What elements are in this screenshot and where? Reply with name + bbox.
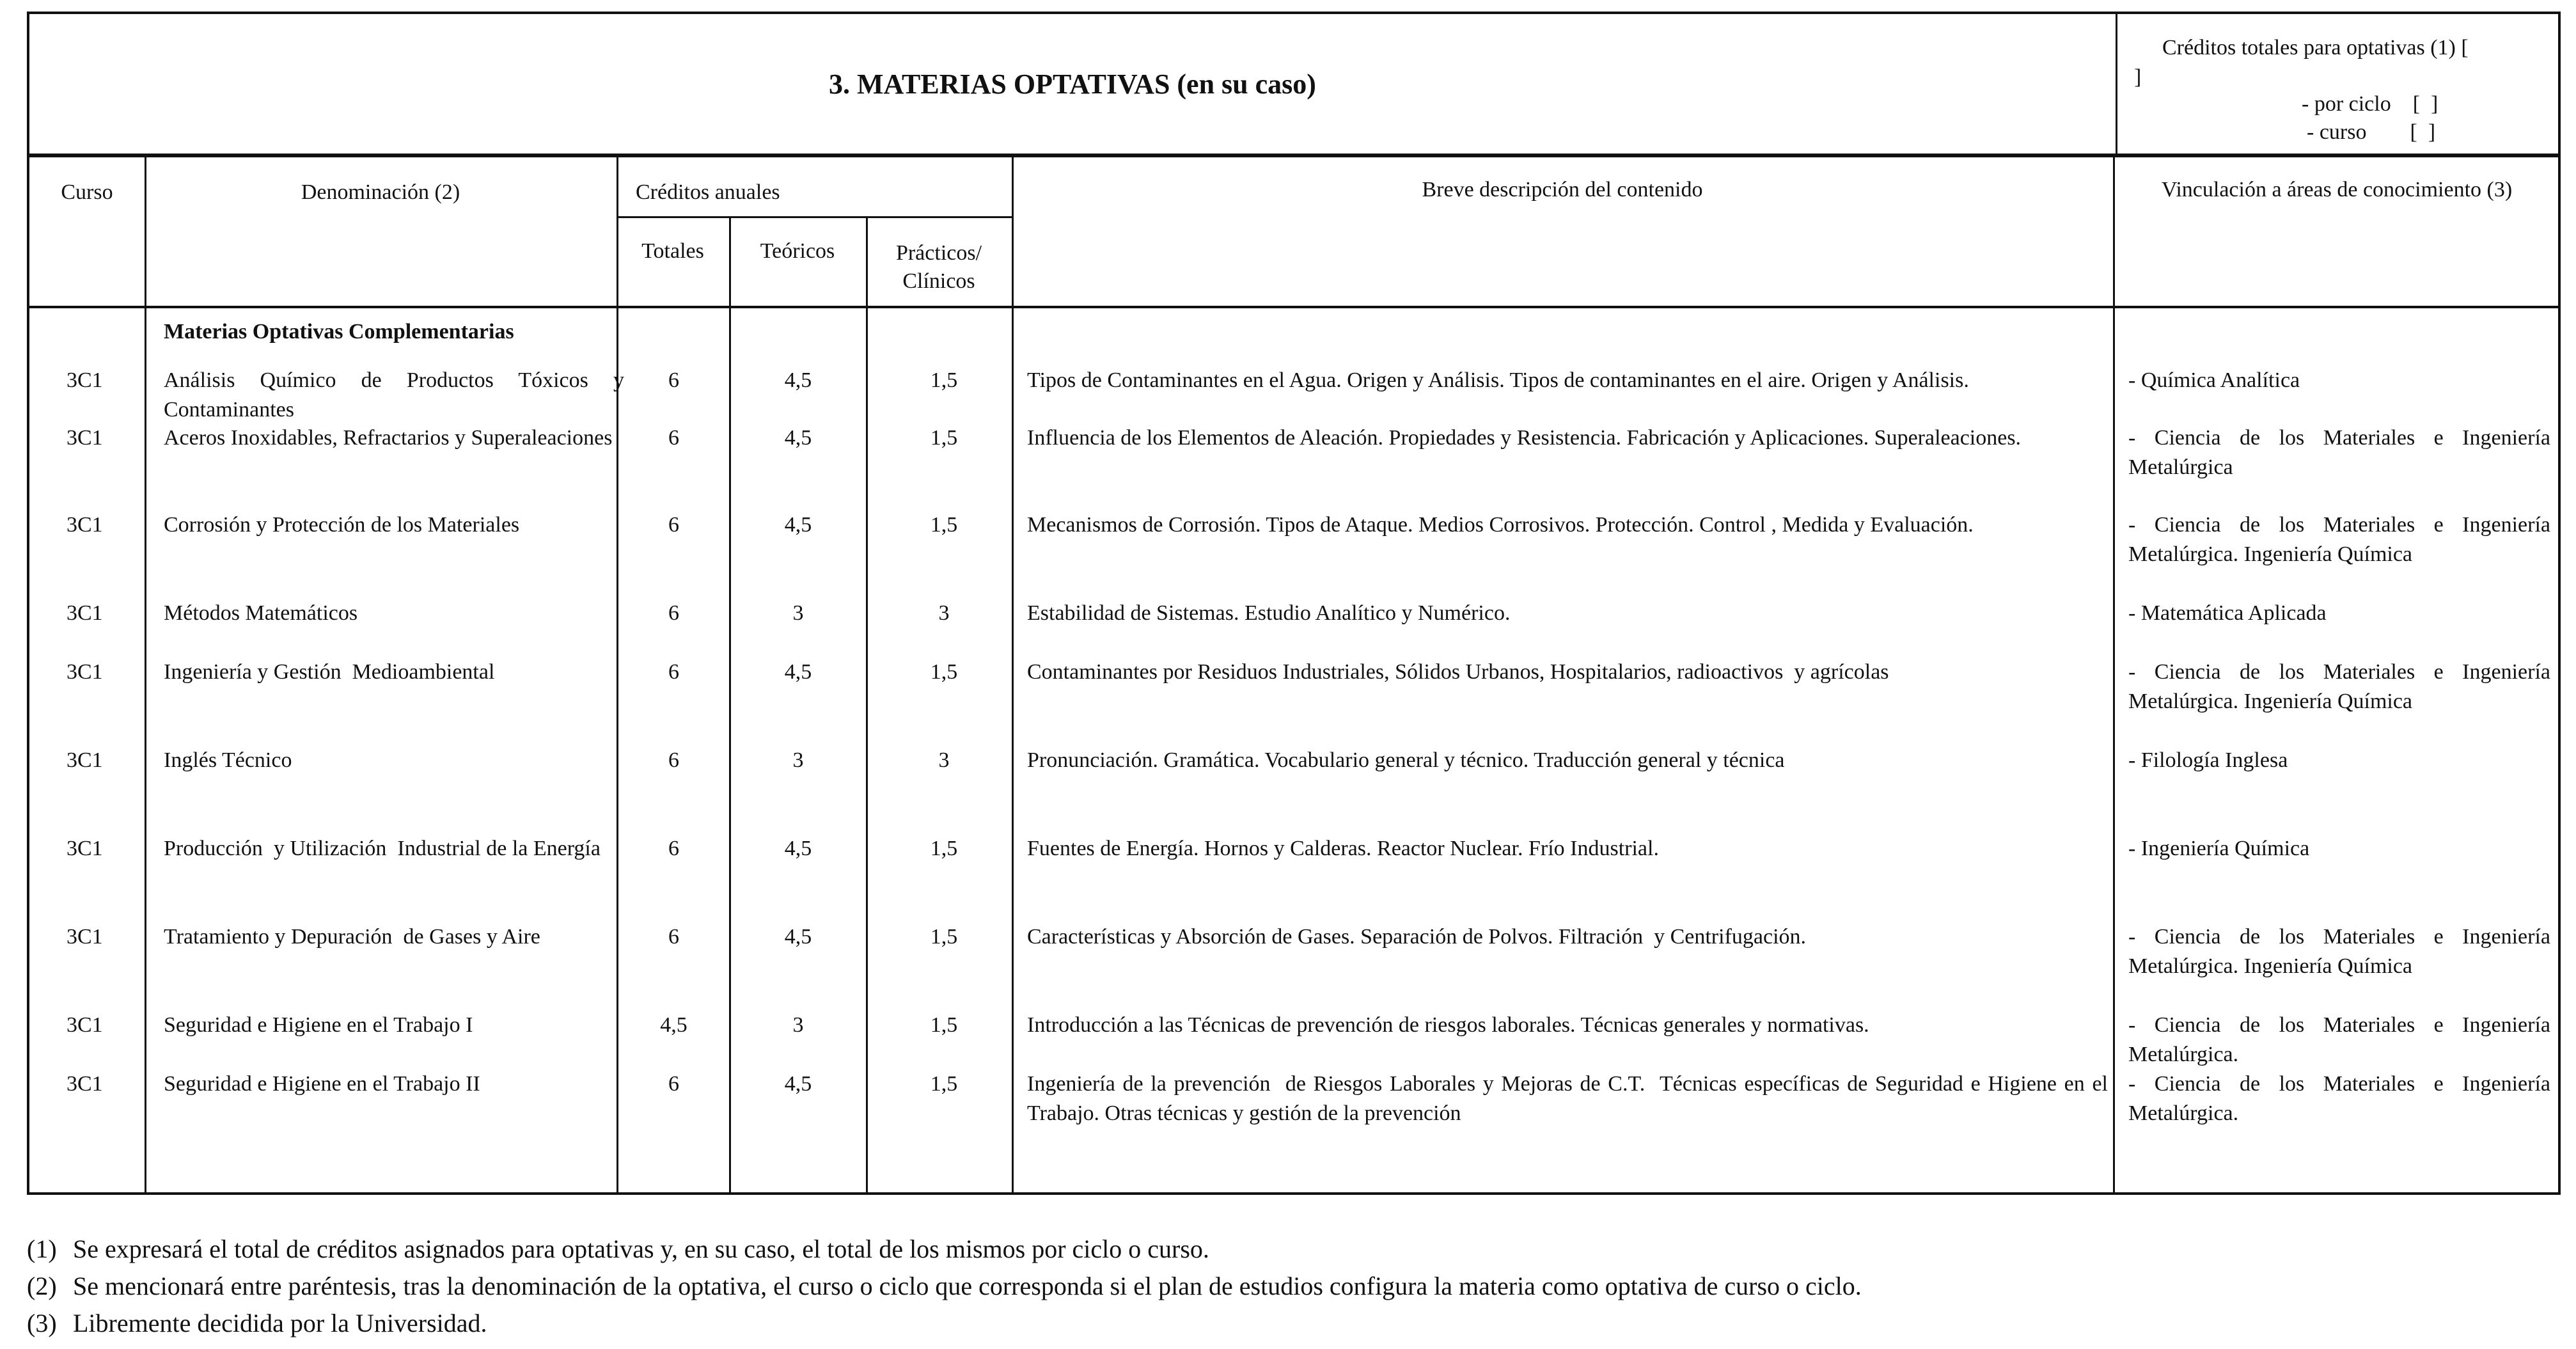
row-curso: 3C1 — [67, 660, 103, 684]
credits-total-label: Créditos totales para optativas (1) [ — [2162, 36, 2469, 59]
footnote: (3) Libremente decidida por la Universidad. — [27, 1309, 487, 1337]
row-descripcion: Pronunciación. Gramática. Vocabulario general y técnico. Traducción general y técnica — [1027, 748, 1785, 772]
table-header — [27, 12, 2561, 157]
row-practicos: 1,5 — [930, 426, 958, 450]
row-practicos: 1,5 — [930, 513, 958, 537]
col-teoricos: Teóricos — [760, 239, 835, 263]
row-descripcion: Tipos de Contaminantes en el Agua. Origen y Análisis. Tipos de contaminantes en el aire. Origen y Análisis. — [1027, 368, 1969, 392]
row-curso: 3C1 — [67, 1013, 103, 1037]
row-curso: 3C1 — [67, 925, 103, 949]
row-vinculacion: - Ingeniería Química — [2128, 837, 2310, 860]
section-title: Materias Optativas Complementarias — [164, 320, 514, 343]
row-totales: 6 — [668, 660, 679, 684]
row-teoricos: 4,5 — [784, 837, 812, 860]
row-curso: 3C1 — [67, 601, 103, 625]
row-teoricos: 4,5 — [784, 513, 812, 537]
row-descripcion: Mecanismos de Corrosión. Tipos de Ataque. Medios Corrosivos. Protección. Control , Medida y Evaluación. — [1027, 513, 1974, 537]
row-descripcion: Ingeniería de la prevención de Riesgos Laborales y Mejoras de C.T. Técnicas específicas de Seguridad e Higiene en el Trabajo. Otras técnicas y gestión de la prevención — [1027, 1072, 2113, 1125]
row-denominacion: Análisis Químico de Productos Tóxicos y Contaminantes — [164, 368, 630, 422]
row-vinculacion: - Ciencia de los Materiales e Ingeniería Metalúrgica. — [2128, 1013, 2550, 1066]
row-vinculacion: - Matemática Aplicada — [2128, 601, 2327, 625]
row-practicos: 1,5 — [930, 368, 958, 392]
row-teoricos: 4,5 — [784, 1072, 812, 1096]
row-totales: 6 — [668, 368, 679, 392]
row-teoricos: 4,5 — [784, 660, 812, 684]
row-totales: 6 — [668, 513, 679, 537]
row-practicos: 1,5 — [930, 660, 958, 684]
table-body — [27, 308, 2561, 1195]
row-teoricos: 4,5 — [784, 426, 812, 450]
row-teoricos: 3 — [792, 1013, 804, 1037]
row-practicos: 1,5 — [930, 837, 958, 860]
optativas-table — [27, 12, 2561, 1195]
row-curso: 3C1 — [67, 748, 103, 772]
row-descripcion: Introducción a las Técnicas de prevención de riesgos laborales. Técnicas generales y normativas. — [1027, 1013, 1869, 1037]
credits-per-curso: - curso [ ] — [2307, 120, 2436, 144]
row-vinculacion: - Química Analítica — [2128, 368, 2300, 392]
row-curso: 3C1 — [67, 513, 103, 537]
row-curso: 3C1 — [67, 368, 103, 392]
row-denominacion: Tratamiento y Depuración de Gases y Aire — [164, 925, 540, 949]
row-practicos: 3 — [938, 601, 950, 625]
credits-total-bracket: ] — [2134, 65, 2142, 89]
row-totales: 6 — [668, 748, 679, 772]
row-teoricos: 4,5 — [784, 925, 812, 949]
footnote: (1) Se expresará el total de créditos asignados para optativas y, en su caso, el total de los mismos por ciclo o curso. — [27, 1235, 1209, 1263]
row-denominacion: Ingeniería y Gestión Medioambiental — [164, 660, 495, 684]
row-vinculacion: - Ciencia de los Materiales e Ingeniería Metalúrgica. Ingeniería Química — [2128, 513, 2550, 566]
row-descripcion: Fuentes de Energía. Hornos y Calderas. Reactor Nuclear. Frío Industrial. — [1027, 837, 1659, 860]
row-practicos: 1,5 — [930, 1072, 958, 1096]
row-practicos: 1,5 — [930, 1013, 958, 1037]
row-teoricos: 3 — [792, 601, 804, 625]
row-curso: 3C1 — [67, 837, 103, 860]
row-totales: 6 — [668, 837, 679, 860]
row-totales: 6 — [668, 925, 679, 949]
row-teoricos: 4,5 — [784, 368, 812, 392]
row-denominacion: Seguridad e Higiene en el Trabajo II — [164, 1072, 480, 1096]
col-totales: Totales — [641, 239, 704, 263]
row-vinculacion: - Ciencia de los Materiales e Ingeniería Metalúrgica — [2128, 426, 2550, 479]
col-curso: Curso — [61, 180, 113, 204]
row-teoricos: 3 — [792, 748, 804, 772]
col-practicos: Prácticos/ Clínicos — [895, 241, 982, 293]
footnote: (2) Se mencionará entre paréntesis, tras la denominación de la optativa, el curso o ciclo que corresponda si el plan de estudios configura la materia como optativa de curso o ciclo. — [27, 1272, 1862, 1300]
row-curso: 3C1 — [67, 1072, 103, 1096]
row-vinculacion: - Ciencia de los Materiales e Ingeniería Metalúrgica. — [2128, 1072, 2550, 1125]
row-descripcion: Características y Absorción de Gases. Separación de Polvos. Filtración y Centrifugación. — [1027, 925, 1807, 949]
row-practicos: 1,5 — [930, 925, 958, 949]
credits-per-ciclo: - por ciclo [ ] — [2302, 92, 2439, 116]
row-denominacion: Producción y Utilización Industrial de la Energía — [164, 837, 601, 860]
footnotes — [27, 1231, 1862, 1342]
row-practicos: 3 — [938, 748, 950, 772]
column-headers — [27, 157, 2561, 308]
col-descripcion: Breve descripción del contenido — [1422, 178, 1703, 201]
row-denominacion: Seguridad e Higiene en el Trabajo I — [164, 1013, 473, 1037]
row-totales: 4,5 — [660, 1013, 687, 1037]
col-vinculacion: Vinculación a áreas de conocimiento (3) — [2161, 178, 2513, 201]
row-totales: 6 — [668, 601, 679, 625]
credits-summary — [2116, 14, 2563, 154]
row-denominacion: Métodos Matemáticos — [164, 601, 358, 625]
page-title: 3. MATERIAS OPTATIVAS (en su caso) — [829, 68, 1316, 100]
row-descripcion: Estabilidad de Sistemas. Estudio Analítico y Numérico. — [1027, 601, 1511, 625]
col-denominacion: Denominación (2) — [301, 180, 460, 204]
row-vinculacion: - Ciencia de los Materiales e Ingeniería Metalúrgica. Ingeniería Química — [2128, 925, 2550, 978]
row-denominacion: Aceros Inoxidables, Refractarios y Superaleaciones — [164, 426, 613, 450]
row-totales: 6 — [668, 426, 679, 450]
row-denominacion: Corrosión y Protección de los Materiales — [164, 513, 520, 537]
row-vinculacion: - Ciencia de los Materiales e Ingeniería Metalúrgica. Ingeniería Química — [2128, 660, 2550, 713]
row-vinculacion: - Filología Inglesa — [2128, 748, 2288, 772]
row-denominacion: Inglés Técnico — [164, 748, 292, 772]
row-totales: 6 — [668, 1072, 679, 1096]
row-descripcion: Influencia de los Elementos de Aleación. Propiedades y Resistencia. Fabricación y Aplicaciones. Superaleaciones. — [1027, 426, 2022, 450]
row-descripcion: Contaminantes por Residuos Industriales, Sólidos Urbanos, Hospitalarios, radioactivos y agrícolas — [1027, 660, 1889, 684]
row-curso: 3C1 — [67, 426, 103, 450]
col-creditos-anuales: Créditos anuales — [636, 180, 780, 204]
